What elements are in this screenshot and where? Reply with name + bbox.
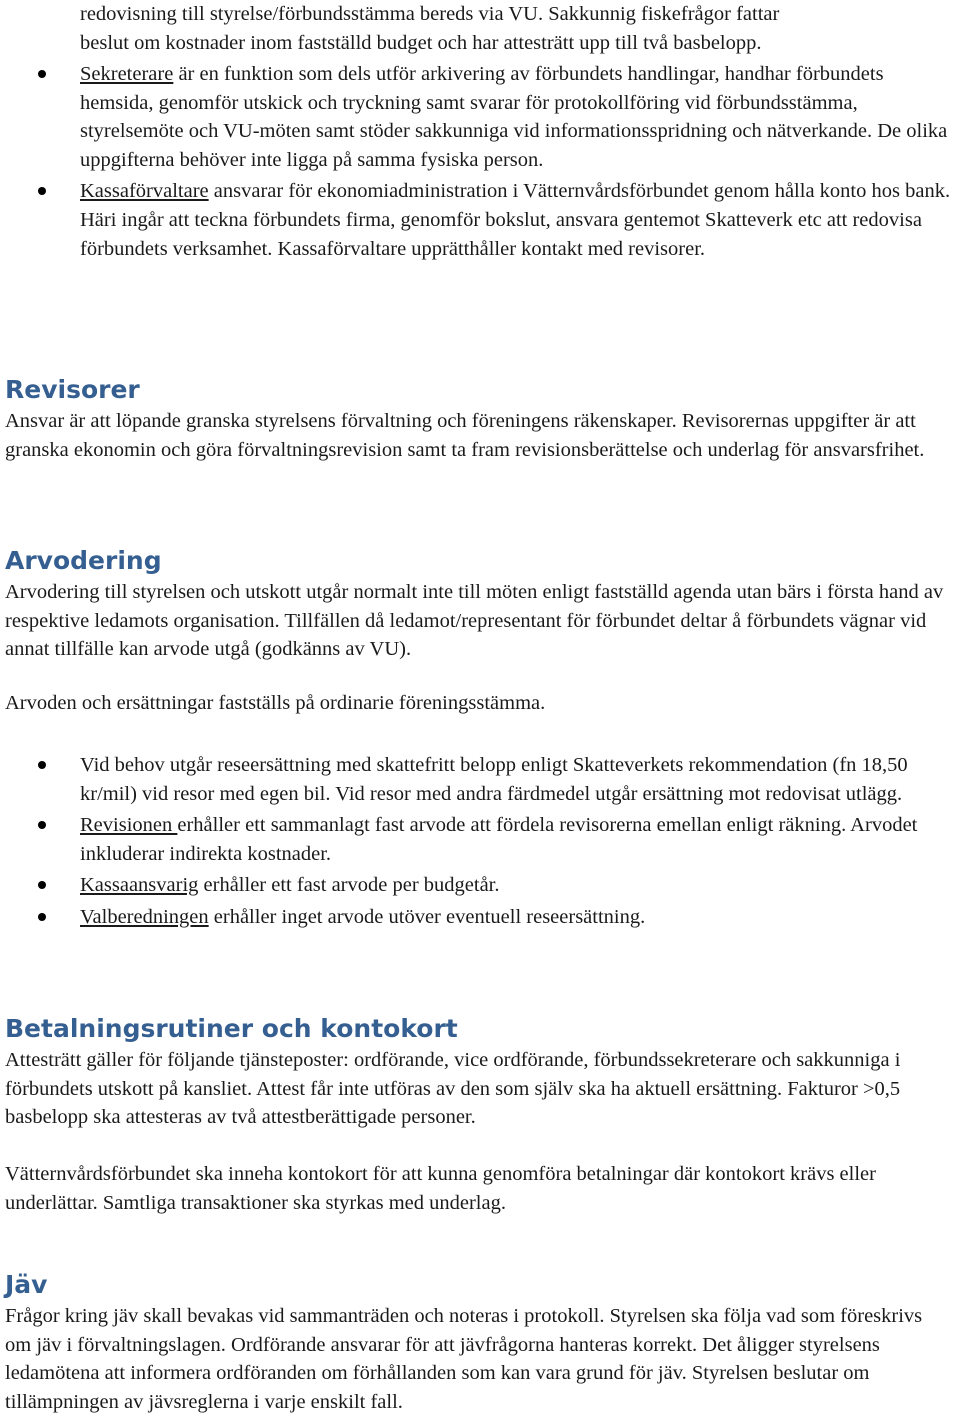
text-reseersattning: Vid behov utgår reseersättning med skattefritt belopp enligt Skatteverkets rekommendation (fn 18,50 kr/mil) vid resor med egen bil. Vid resor med andra färdmedel utgår ersättning mot redovisat utlägg. <box>80 754 908 805</box>
heading-revisorer: Revisorer <box>5 375 140 404</box>
paragraph-jav: Frågor kring jäv skall bevakas vid sammanträden och noteras i protokoll. Styrelsen ska följa vad som föreskrivs om jäv i förvaltningslagen. Ordförande ansvarar för att jävfrågorna hanteras korrekt. Det åligger styrelsens ledamötena att informera ordföranden om förhållanden som kan vara grund för jäv. Styrelsen beslutar om tillämpningen av jävsreglerna i varje enskilt fall. <box>5 1305 923 1413</box>
section-arvodering <box>0 544 960 664</box>
list-item-revisionen <box>0 811 960 868</box>
roles-list <box>0 60 960 263</box>
section-jav <box>0 1268 960 1416</box>
continuation-block <box>0 0 960 57</box>
term-revisionen: Revisionen <box>80 814 178 837</box>
term-sekreterare: Sekreterare <box>80 63 174 85</box>
heading-betalning: Betalningsrutiner och kontokort <box>5 1014 458 1043</box>
continuation-line-2: beslut om kostnader inom fastställd budget och har attesträtt upp till två basbelopp. <box>80 31 762 54</box>
bullet-icon <box>38 187 46 195</box>
bullet-icon <box>38 761 46 769</box>
paragraph-revisorer: Ansvar är att löpande granska styrelsens förvaltning och föreningens räkenskaper. Revisorernas uppgifter är att granska ekonomin och göra förvaltningsrevision samt ta fram revisionsberättelse och underlag för ansvarsfrihet. <box>5 410 925 461</box>
list-item-kassaansvarig <box>0 871 960 900</box>
text-valberedningen: erhåller inget arvode utöver eventuell reseersättning. <box>208 905 646 928</box>
text-revisionen: erhåller ett sammanlagt fast arvode att fördela revisorerna emellan enligt räkning. Arvodet inkluderar indirekta kostnader. <box>80 814 918 865</box>
continuation-line-1: redovisning till styrelse/förbundsstämma bereds via VU. Sakkunnig fiskefrågor fattar <box>80 3 780 25</box>
term-valberedningen: Valberedningen <box>80 905 209 928</box>
text-kassaforvaltare: ansvarar för ekonomiadministration i Vätternvårdsförbundet genom hålla konto hos bank. Häri ingår att teckna förbundets firma, genomför bokslut, ansvara gentemot Skatteverk etc att redovisa förbundets verksamhet. Kassaförvaltare upprätthåller kontakt med revisorer. <box>80 180 951 260</box>
list-item-reseersattning <box>0 751 960 808</box>
paragraph-betalning-1: Attesträtt gäller för följande tjänsteposter: ordförande, vice ordförande, förbundssekreterare och sakkunniga i förbundets utskott på kansliet. Attest får inte utföras av den som själv ska ha aktuell ersättning. Fakturor >0,5 basbelopp ska attesteras av två attestberättigade personer. <box>5 1049 901 1129</box>
term-kassaansvarig: Kassaansvarig <box>80 874 199 897</box>
section-revisorer <box>0 373 960 464</box>
paragraph-betalning-2: Vätternvårdsförbundet ska inneha kontokort för att kunna genomföra betalningar där kontokort krävs eller underlättar. Samtliga transaktioner ska styrkas med underlag. <box>5 1163 876 1214</box>
text-kassaansvarig: erhåller ett fast arvode per budgetår. <box>198 874 500 897</box>
term-kassaforvaltare: Kassaförvaltare <box>80 180 209 203</box>
heading-jav: Jäv <box>5 1270 48 1299</box>
arvodering-list <box>0 751 960 932</box>
list-item-kassaforvaltare <box>0 177 960 263</box>
list-item-valberedningen <box>0 903 960 932</box>
section-betalning <box>0 1012 960 1132</box>
bullet-icon <box>38 881 46 889</box>
paragraph-arvodering-2: Arvoden och ersättningar fastställs på ordinarie föreningsstämma. <box>5 692 546 714</box>
heading-arvodering: Arvodering <box>5 546 162 575</box>
paragraph-arvodering-1: Arvodering till styrelsen och utskott utgår normalt inte till möten enligt fastställd agenda utan bärs i första hand av respektive ledamots organisation. Tillfällen då ledamot/representant för förbundet deltar å förbundets vägnar vid annat tillfälle kan arvode utgå (godkänns av VU). <box>5 581 944 661</box>
list-item-sekreterare <box>0 60 960 174</box>
bullet-icon <box>38 821 46 829</box>
bullet-icon <box>38 70 46 78</box>
text-sekreterare: är en funktion som dels utför arkivering av förbundets handlingar, handhar förbundets hemsida, genomför utskick och tryckning samt svarar för protokollföring vid förbundsstämma, styrelsemöte och VU-möten samt stöder sakkunniga vid informationsspridning och nätverkande. De olika uppgifterna behöver inte ligga på samma fysiska person. <box>80 63 948 171</box>
bullet-icon <box>38 913 46 921</box>
